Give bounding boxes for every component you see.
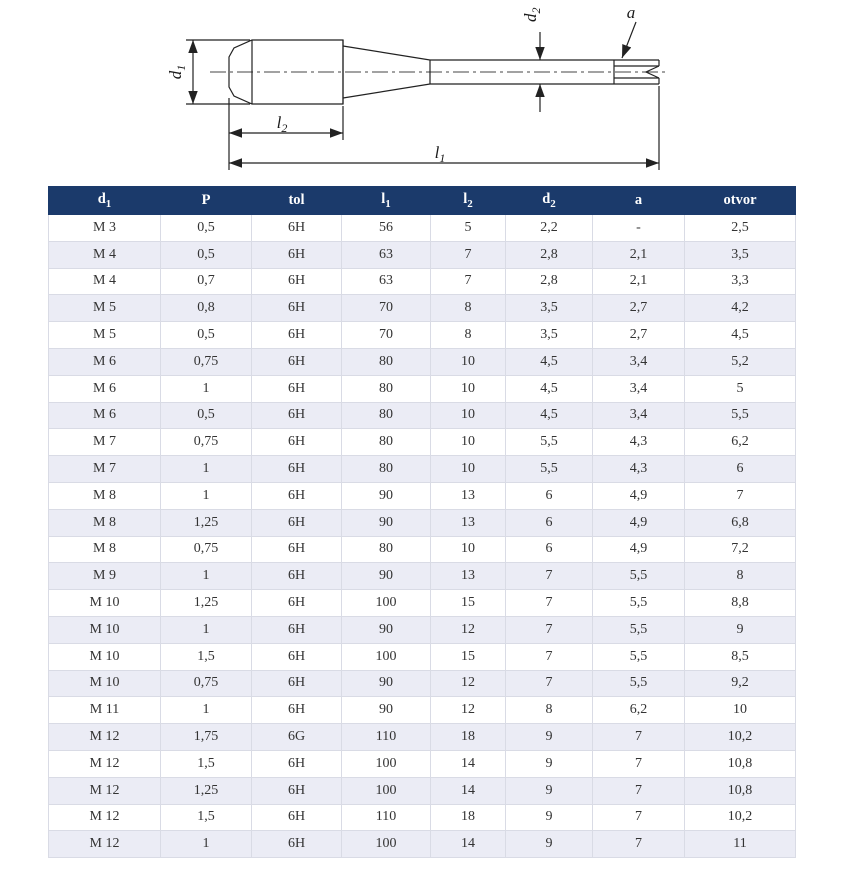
table-cell: 1 xyxy=(161,616,252,643)
table-cell: 1,5 xyxy=(161,643,252,670)
table-body xyxy=(49,215,796,858)
table-cell: 80 xyxy=(342,375,431,402)
table-cell: 0,5 xyxy=(161,322,252,349)
a-leader-line xyxy=(622,22,636,58)
table-cell: 7 xyxy=(506,643,593,670)
table-cell: 6H xyxy=(252,536,342,563)
table-cell: 3,5 xyxy=(506,322,593,349)
table-row xyxy=(49,375,796,402)
table-cell: M 12 xyxy=(49,804,161,831)
table-cell: 9 xyxy=(506,777,593,804)
table-cell: 5,5 xyxy=(593,643,685,670)
table-cell: 80 xyxy=(342,402,431,429)
table-cell: 3,4 xyxy=(593,348,685,375)
table-cell: 6H xyxy=(252,643,342,670)
table-cell: 3,4 xyxy=(593,375,685,402)
table-row xyxy=(49,509,796,536)
table-cell: 4,9 xyxy=(593,509,685,536)
table-cell: 13 xyxy=(431,563,506,590)
a-label: a xyxy=(626,3,636,22)
table-cell: 13 xyxy=(431,509,506,536)
table-cell: 1,25 xyxy=(161,509,252,536)
table-cell: 2,8 xyxy=(506,241,593,268)
table-cell: 0,75 xyxy=(161,536,252,563)
table-cell: 4,5 xyxy=(506,402,593,429)
table-row xyxy=(49,750,796,777)
table-row xyxy=(49,215,796,242)
table-cell: 7 xyxy=(431,268,506,295)
table-cell: 0,75 xyxy=(161,670,252,697)
d1-label: $d_1$ xyxy=(166,64,188,80)
table-cell: 6H xyxy=(252,831,342,858)
table-cell: 1 xyxy=(161,482,252,509)
table-cell: 7,2 xyxy=(685,536,796,563)
table-row xyxy=(49,482,796,509)
table-cell: 1 xyxy=(161,456,252,483)
table-cell: 5,5 xyxy=(593,590,685,617)
table-cell: 1,5 xyxy=(161,804,252,831)
table-cell: 6 xyxy=(506,536,593,563)
table-cell: 100 xyxy=(342,750,431,777)
column-header-p: P xyxy=(161,187,252,215)
table-cell: M 10 xyxy=(49,643,161,670)
table-cell: 1,25 xyxy=(161,590,252,617)
table-cell: 80 xyxy=(342,429,431,456)
table-cell: 6H xyxy=(252,750,342,777)
table-cell: M 4 xyxy=(49,268,161,295)
table-cell: 6H xyxy=(252,590,342,617)
table-cell: 10 xyxy=(431,429,506,456)
table-cell: 9 xyxy=(506,724,593,751)
table-cell: 10 xyxy=(431,536,506,563)
table-cell: M 12 xyxy=(49,750,161,777)
table-cell: 90 xyxy=(342,509,431,536)
table-cell: 0,5 xyxy=(161,215,252,242)
table-cell: 7 xyxy=(593,724,685,751)
table-cell: 4,3 xyxy=(593,429,685,456)
table-cell: 6H xyxy=(252,375,342,402)
table-cell: 100 xyxy=(342,777,431,804)
table-cell: 8,8 xyxy=(685,590,796,617)
table-cell: 2,1 xyxy=(593,268,685,295)
table-cell: M 5 xyxy=(49,322,161,349)
table-cell: 0,5 xyxy=(161,402,252,429)
table-cell: 5,2 xyxy=(685,348,796,375)
table-cell: M 7 xyxy=(49,429,161,456)
table-cell: 3,5 xyxy=(685,241,796,268)
table-cell: M 6 xyxy=(49,348,161,375)
table-cell: 2,2 xyxy=(506,215,593,242)
table-cell: M 9 xyxy=(49,563,161,590)
table-cell: 5 xyxy=(431,215,506,242)
column-header-tol: tol xyxy=(252,187,342,215)
table-row xyxy=(49,295,796,322)
table-cell: 18 xyxy=(431,724,506,751)
table-cell: 7 xyxy=(593,750,685,777)
table-cell: 14 xyxy=(431,831,506,858)
table-cell: 6,8 xyxy=(685,509,796,536)
column-header-d1: $d_1$ xyxy=(49,187,161,215)
table-cell: 4,9 xyxy=(593,536,685,563)
table-cell: 90 xyxy=(342,670,431,697)
table-cell: 4,5 xyxy=(685,322,796,349)
table-cell: M 12 xyxy=(49,777,161,804)
table-row xyxy=(49,670,796,697)
table-cell: 8 xyxy=(506,697,593,724)
table-cell: 7 xyxy=(431,241,506,268)
table-cell: 5,5 xyxy=(506,456,593,483)
table-cell: 63 xyxy=(342,241,431,268)
table-cell: 1,75 xyxy=(161,724,252,751)
table-row xyxy=(49,322,796,349)
table-cell: 10,2 xyxy=(685,804,796,831)
table-cell: 5 xyxy=(685,375,796,402)
table-cell: 4,5 xyxy=(506,375,593,402)
table-cell: 90 xyxy=(342,616,431,643)
tap-drawing-svg xyxy=(0,0,843,184)
table-cell: 10 xyxy=(431,402,506,429)
table-cell: 9 xyxy=(506,750,593,777)
table-cell: M 12 xyxy=(49,831,161,858)
table-cell: 8 xyxy=(431,295,506,322)
table-cell: 100 xyxy=(342,643,431,670)
table-cell: 11 xyxy=(685,831,796,858)
neck-taper-top xyxy=(343,46,430,60)
table-cell: 10,8 xyxy=(685,777,796,804)
table-cell: 15 xyxy=(431,643,506,670)
table-cell: 9,2 xyxy=(685,670,796,697)
table-cell: 6,2 xyxy=(685,429,796,456)
table-cell: M 8 xyxy=(49,509,161,536)
table-cell: M 5 xyxy=(49,295,161,322)
table-cell: 80 xyxy=(342,456,431,483)
table-cell: - xyxy=(593,215,685,242)
table-cell: 7 xyxy=(593,804,685,831)
table-cell: M 7 xyxy=(49,456,161,483)
table-cell: M 10 xyxy=(49,590,161,617)
table-cell: 0,7 xyxy=(161,268,252,295)
column-header-a: a xyxy=(593,187,685,215)
table-cell: 1 xyxy=(161,831,252,858)
table-cell: 15 xyxy=(431,590,506,617)
table-cell: 90 xyxy=(342,563,431,590)
table-row xyxy=(49,241,796,268)
table-row xyxy=(49,616,796,643)
table-cell: M 11 xyxy=(49,697,161,724)
table-cell: 6H xyxy=(252,563,342,590)
table-cell: 6H xyxy=(252,348,342,375)
table-cell: 7 xyxy=(593,777,685,804)
table-cell: 0,5 xyxy=(161,241,252,268)
table-cell: 6H xyxy=(252,777,342,804)
column-header-d2: $d_2$ xyxy=(506,187,593,215)
table-cell: 6H xyxy=(252,268,342,295)
l1-label: $l_1$ xyxy=(434,143,446,165)
table-cell: 100 xyxy=(342,831,431,858)
table-cell: M 8 xyxy=(49,536,161,563)
table-cell: 6 xyxy=(506,509,593,536)
table-cell: 1 xyxy=(161,697,252,724)
table-cell: 56 xyxy=(342,215,431,242)
table-row xyxy=(49,724,796,751)
table-row xyxy=(49,348,796,375)
table-cell: 80 xyxy=(342,536,431,563)
table-cell: 2,5 xyxy=(685,215,796,242)
table-row xyxy=(49,777,796,804)
table-cell: 13 xyxy=(431,482,506,509)
table-cell: 6 xyxy=(506,482,593,509)
table-cell: 0,75 xyxy=(161,429,252,456)
table-cell: 1,5 xyxy=(161,750,252,777)
table-cell: 4,3 xyxy=(593,456,685,483)
table-cell: 12 xyxy=(431,616,506,643)
table-cell: 7 xyxy=(506,670,593,697)
tap-dimensions-table xyxy=(48,186,796,858)
table-cell: 2,7 xyxy=(593,322,685,349)
d2-label: $d_2$ xyxy=(521,7,543,22)
column-header-otvor: otvor xyxy=(685,187,796,215)
table-row xyxy=(49,643,796,670)
table-row xyxy=(49,697,796,724)
table-cell: 6H xyxy=(252,482,342,509)
table-cell: 10 xyxy=(685,697,796,724)
table-cell: 6H xyxy=(252,670,342,697)
table-cell: 4,5 xyxy=(506,348,593,375)
table-cell: 10,8 xyxy=(685,750,796,777)
table-row xyxy=(49,429,796,456)
table-cell: 2,7 xyxy=(593,295,685,322)
table-cell: 2,1 xyxy=(593,241,685,268)
table-cell: 6H xyxy=(252,402,342,429)
table-cell: 4,9 xyxy=(593,482,685,509)
table-cell: 9 xyxy=(506,831,593,858)
table-row xyxy=(49,590,796,617)
table-row xyxy=(49,563,796,590)
table-row xyxy=(49,831,796,858)
table-cell: 7 xyxy=(506,563,593,590)
l2-label: $l_2$ xyxy=(276,113,288,135)
table-cell: 6H xyxy=(252,697,342,724)
table-cell: 14 xyxy=(431,777,506,804)
table-cell: 63 xyxy=(342,268,431,295)
table-cell: M 10 xyxy=(49,616,161,643)
table-cell: 5,5 xyxy=(593,616,685,643)
table-cell: 6,2 xyxy=(593,697,685,724)
table-cell: 7 xyxy=(506,590,593,617)
table-cell: 70 xyxy=(342,322,431,349)
table-cell: 4,2 xyxy=(685,295,796,322)
table-cell: 6H xyxy=(252,804,342,831)
table-cell: 7 xyxy=(506,616,593,643)
column-header-l1: $l_1$ xyxy=(342,187,431,215)
table-cell: 5,5 xyxy=(593,670,685,697)
table-cell: 3,3 xyxy=(685,268,796,295)
table-cell: 6H xyxy=(252,456,342,483)
table-cell: 3,5 xyxy=(506,295,593,322)
table-cell: M 4 xyxy=(49,241,161,268)
table-cell: 6H xyxy=(252,616,342,643)
table-cell: 12 xyxy=(431,670,506,697)
table-cell: M 6 xyxy=(49,402,161,429)
column-header-l2: $l_2$ xyxy=(431,187,506,215)
table-cell: 12 xyxy=(431,697,506,724)
table-cell: 6H xyxy=(252,322,342,349)
table-cell: 0,75 xyxy=(161,348,252,375)
table-cell: 8 xyxy=(685,563,796,590)
table-cell: 10,2 xyxy=(685,724,796,751)
table-cell: 6H xyxy=(252,295,342,322)
table-cell: 100 xyxy=(342,590,431,617)
table-cell: 70 xyxy=(342,295,431,322)
table-cell: 5,5 xyxy=(685,402,796,429)
table-cell: M 3 xyxy=(49,215,161,242)
table-cell: 6G xyxy=(252,724,342,751)
table-cell: 7 xyxy=(685,482,796,509)
table-cell: 5,5 xyxy=(506,429,593,456)
table-cell: 8,5 xyxy=(685,643,796,670)
table-cell: 6H xyxy=(252,429,342,456)
table-cell: 1 xyxy=(161,375,252,402)
table-cell: M 8 xyxy=(49,482,161,509)
table-cell: 10 xyxy=(431,375,506,402)
table-cell: 7 xyxy=(593,831,685,858)
table-cell: 110 xyxy=(342,804,431,831)
table-cell: 90 xyxy=(342,482,431,509)
table-cell: 18 xyxy=(431,804,506,831)
table-cell: 1,25 xyxy=(161,777,252,804)
table-cell: 6H xyxy=(252,509,342,536)
table-cell: 90 xyxy=(342,697,431,724)
table-cell: 1 xyxy=(161,563,252,590)
table-cell: 14 xyxy=(431,750,506,777)
table-cell: 9 xyxy=(685,616,796,643)
table-cell: 3,4 xyxy=(593,402,685,429)
neck-taper-bottom xyxy=(343,84,430,98)
table-row xyxy=(49,268,796,295)
table-cell: 10 xyxy=(431,348,506,375)
table-cell: 110 xyxy=(342,724,431,751)
table-cell: 6 xyxy=(685,456,796,483)
table-row xyxy=(49,402,796,429)
tap-technical-drawing xyxy=(0,0,843,184)
table-header-row xyxy=(49,187,796,215)
table-cell: 9 xyxy=(506,804,593,831)
table-cell: M 6 xyxy=(49,375,161,402)
table-row xyxy=(49,804,796,831)
table-row xyxy=(49,536,796,563)
table-cell: 2,8 xyxy=(506,268,593,295)
table-cell: 5,5 xyxy=(593,563,685,590)
table-cell: M 12 xyxy=(49,724,161,751)
table-row xyxy=(49,456,796,483)
table-cell: 6H xyxy=(252,241,342,268)
table-cell: 6H xyxy=(252,215,342,242)
table-cell: M 10 xyxy=(49,670,161,697)
table-cell: 8 xyxy=(431,322,506,349)
table-cell: 10 xyxy=(431,456,506,483)
table-cell: 0,8 xyxy=(161,295,252,322)
table-cell: 80 xyxy=(342,348,431,375)
